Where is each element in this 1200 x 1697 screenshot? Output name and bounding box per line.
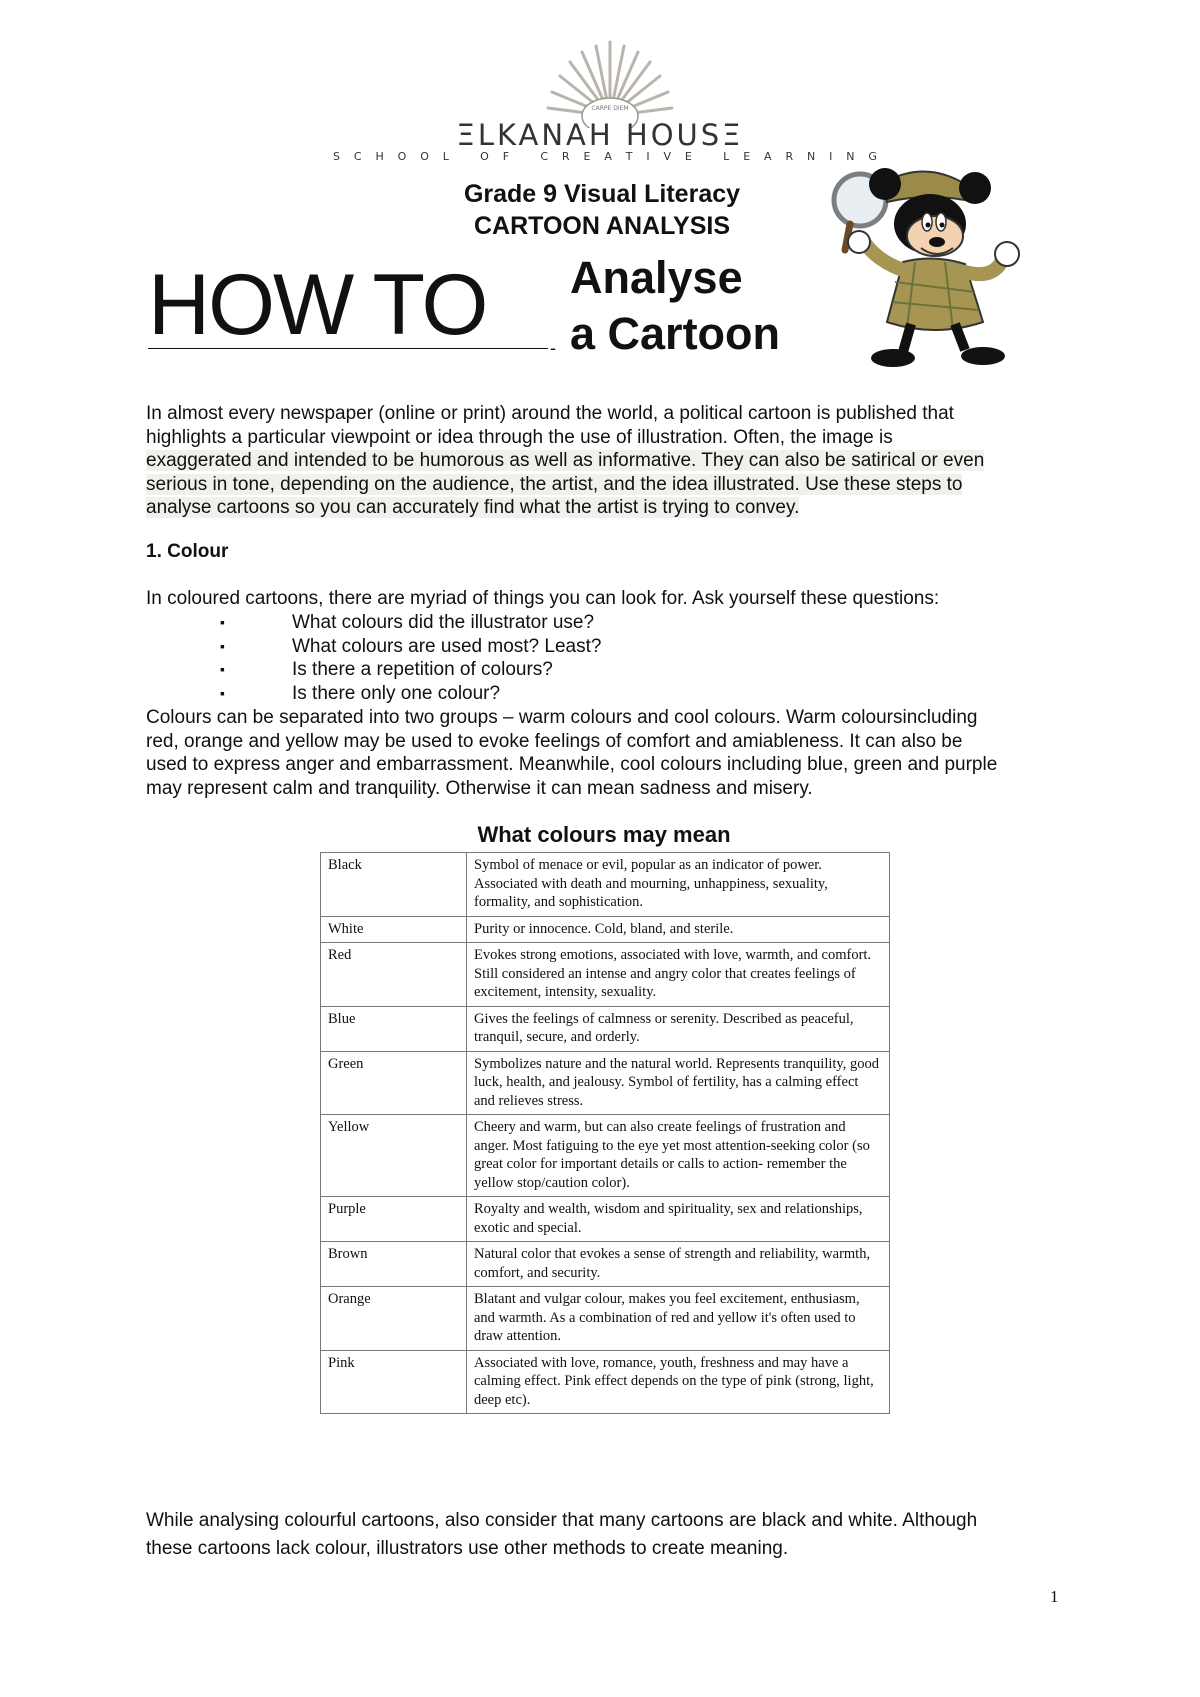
intro-line: analyse cartoons so you can accurately find what the artist is trying to convey. [146,497,800,518]
colour-table-title: What colours may mean [477,822,731,847]
colour-name-cell: Purple [321,1197,467,1242]
table-row [321,1350,890,1414]
colour-name-cell: Red [321,943,467,1007]
table-row [321,1197,890,1242]
analyse-heading: Analyse [570,252,743,303]
colour-meaning-cell: Cheery and warm, but can also create feelings of frustration and anger. Most fatiguing to the eye yet most attention-seeking color (so great color for important details or calls to action- remember the yellow stop/caution color). [467,1115,890,1197]
list-item: ▪ What colours are used most? Least? [220,635,602,657]
table-row [321,1051,890,1115]
colour-meaning-cell: Symbol of menace or evil, popular as an indicator of power. Associated with death and mourning, unhappiness, sexuality, formality, and sophistication. [467,853,890,917]
page-number: 1 [1050,1587,1059,1606]
colour-meaning-cell: Purity or innocence. Cold, bland, and sterile. [467,916,890,943]
paragraph-line: red, orange and yellow may be used to evoke feelings of comfort and amiableness. It can also be [146,730,963,752]
heading-dash: - [550,338,556,358]
paragraph-line: used to express anger and embarrassment. Meanwhile, cool colours including blue, green and purple [146,754,998,775]
list-item: ▪ What colours did the illustrator use? [220,612,595,633]
detective-mouse-illustration [815,162,1035,372]
document-subtitle: CARTOON ANALYSIS [473,212,731,240]
intro-line: serious in tone, depending on the audience, the artist, and the idea illustrated. Use these steps to [146,473,963,495]
a-cartoon-heading: a Cartoon [570,308,781,359]
school-subtitle: S C H O O L O F C R E A T I V E L E A R N I N G [333,150,877,163]
intro-line: exaggerated and intended to be humorous as well as informative. They can also be satirical or even [146,450,985,471]
colour-meaning-cell: Royalty and wealth, wisdom and spirituality, sex and relationships, exotic and special. [467,1197,890,1242]
colour-meaning-cell: Evokes strong emotions, associated with love, warmth, and comfort. Still considered an intense and angry color that creates feelings of excitement, intensity, sexuality. [467,943,890,1007]
warm-cool-paragraph [146,706,1066,800]
bullet-icon: ▪ [220,661,225,677]
bullet-icon: ▪ [220,684,225,701]
colour-meaning-cell: Gives the feelings of calmness or serenity. Described as peaceful, tranquil, secure, and orderly. [467,1006,890,1051]
colour-name-cell: Orange [321,1287,467,1351]
table-row [321,1287,890,1351]
table-row [321,943,890,1007]
black-white-paragraph [146,1507,1066,1563]
bullet-icon: ▪ [220,637,225,654]
colour-questions-list [146,611,1046,705]
paragraph-line: these cartoons lack colour, illustrators use other methods to create meaning. [146,1538,789,1559]
school-logo-sun [540,38,680,128]
colour-name-cell: Yellow [321,1115,467,1197]
colour-name-cell: Black [321,853,467,917]
colour-lead-text: In coloured cartoons, there are myriad of things you can look for. Ask yourself these questions: [146,588,940,609]
colour-meaning-table [320,852,890,1414]
bullet-icon: ▪ [220,614,225,630]
heading-underline [148,348,548,349]
colour-meaning-cell: Associated with love, romance, youth, freshness and may have a calming effect. Pink effect depends on the type of pink (strong, light, deep etc). [467,1350,890,1414]
colour-name-cell: Blue [321,1006,467,1051]
colour-name-cell: White [321,916,467,943]
colour-name-cell: Pink [321,1350,467,1414]
paragraph-line: While analysing colourful cartoons, also consider that many cartoons are black and white. Although [146,1510,978,1531]
colour-meaning-cell: Blatant and vulgar colour, makes you feel excitement, enthusiasm, and warmth. As a combination of red and yellow it's often used to draw attention. [467,1287,890,1351]
colour-meaning-cell: Symbolizes nature and the natural world. Represents tranquility, good luck, health, and jealousy. Symbol of fertility, has a calming effect and relieves stress. [467,1051,890,1115]
table-row [321,916,890,943]
course-title: Grade 9 Visual Literacy [463,180,741,208]
how-to-heading: HOW TO [148,257,487,353]
paragraph-line: Colours can be separated into two groups – warm colours and cool colours. Warm coloursincluding [146,707,978,728]
section-heading-colour: 1. Colour [146,541,229,562]
table-row [321,1242,890,1287]
colour-meaning-cell: Natural color that evokes a sense of strength and reliability, warmth, comfort, and security. [467,1242,890,1287]
list-item: ▪ Is there only one colour? [220,682,501,704]
intro-paragraph [146,402,1066,520]
logo-badge-text: CARPE DIEM [591,105,629,112]
intro-line: highlights a particular viewpoint or idea through the use of illustration. Often, the image is [146,426,893,448]
table-row [321,1006,890,1051]
colour-name-cell: Brown [321,1242,467,1287]
table-row [321,1115,890,1197]
list-item: ▪ Is there a repetition of colours? [220,659,553,680]
colour-name-cell: Green [321,1051,467,1115]
paragraph-line: may represent calm and tranquility. Otherwise it can mean sadness and misery. [146,777,813,799]
school-name: ΞLKANAH HOUSΞ [456,118,744,152]
intro-line: In almost every newspaper (online or print) around the world, a political cartoon is published that [146,403,954,424]
table-row [321,853,890,917]
